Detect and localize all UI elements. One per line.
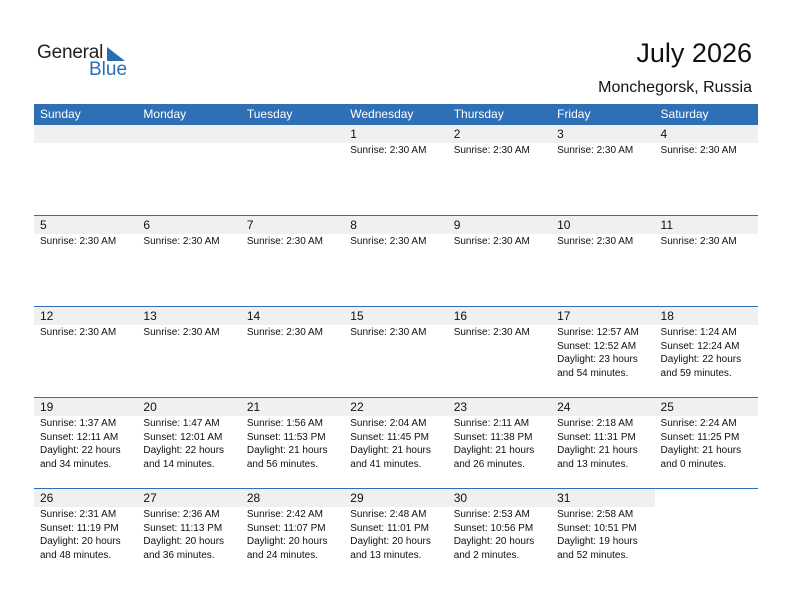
calendar-day-cell — [344, 398, 447, 488]
weekday-header: Friday — [557, 107, 591, 121]
day-number: 15 — [344, 307, 447, 325]
day-number: 4 — [655, 125, 758, 143]
weekday-header: Sunday — [40, 107, 81, 121]
day-number — [34, 125, 137, 143]
sun-info-line: Sunrise: 1:47 AM — [143, 418, 220, 429]
sun-info-line: Sunrise: 2:30 AM — [660, 145, 737, 156]
sun-info-line: Sunrise: 2:30 AM — [557, 236, 634, 247]
day-number: 12 — [34, 307, 137, 325]
sun-info-line: and 13 minutes. — [350, 549, 422, 561]
sun-info-line: Sunset: 11:01 PM — [350, 522, 430, 534]
sun-info-line: Sunset: 12:11 AM — [40, 431, 119, 443]
page-title: July 2026 — [636, 38, 752, 68]
sun-info-line: Sunrise: 2:24 AM — [660, 418, 737, 429]
brand-logo — [37, 42, 137, 82]
day-sun-info — [655, 325, 758, 380]
logo-text-blue: Blue — [89, 59, 128, 80]
sun-info-line: Sunrise: 1:24 AM — [660, 327, 737, 338]
day-sun-info — [241, 325, 344, 340]
sun-info-line: Sunset: 11:25 PM — [660, 431, 740, 443]
day-number: 18 — [655, 307, 758, 325]
sun-info-line: and 26 minutes. — [453, 458, 525, 470]
day-sun-info — [551, 143, 654, 158]
sun-info-line: Daylight: 21 hours — [350, 445, 431, 456]
day-sun-info — [34, 507, 137, 562]
day-sun-info — [448, 325, 551, 340]
weekday-header: Thursday — [453, 107, 504, 121]
sun-info-line: Daylight: 22 hours — [143, 445, 225, 456]
sun-info-line: and 52 minutes. — [557, 549, 629, 561]
sun-info-line: Sunrise: 2:30 AM — [350, 145, 427, 156]
day-sun-info — [137, 416, 240, 471]
sun-info-line: Sunrise: 2:30 AM — [350, 327, 427, 338]
sun-info-line: Sunrise: 2:48 AM — [350, 509, 427, 520]
day-number: 3 — [551, 125, 654, 143]
calendar-day-cell — [448, 216, 551, 306]
sun-info-line: Sunrise: 2:30 AM — [453, 145, 530, 156]
sun-info-line: Daylight: 20 hours — [453, 536, 535, 547]
sun-info-line: Sunrise: 2:30 AM — [453, 327, 530, 338]
sun-info-line: and 13 minutes. — [557, 458, 629, 470]
day-sun-info — [448, 234, 551, 249]
sun-info-line: Sunrise: 2:30 AM — [453, 236, 530, 247]
sun-info-line: Daylight: 22 hours — [40, 445, 121, 456]
sun-info-line: and 34 minutes. — [40, 458, 112, 470]
sun-info-line: and 54 minutes. — [557, 367, 629, 379]
day-number: 24 — [551, 398, 654, 416]
day-sun-info — [551, 507, 654, 562]
sun-info-line: and 59 minutes. — [660, 367, 732, 379]
day-number: 2 — [448, 125, 551, 143]
day-sun-info — [34, 234, 137, 249]
sun-info-line: and 2 minutes. — [453, 549, 520, 561]
sun-info-line: Sunrise: 2:18 AM — [557, 418, 634, 429]
sun-info-line: Sunset: 10:51 PM — [557, 522, 637, 534]
day-number: 13 — [137, 307, 240, 325]
calendar-day-cell — [241, 489, 344, 579]
day-sun-info — [344, 416, 447, 471]
calendar-day-cell — [655, 216, 758, 306]
sun-info-line: Daylight: 21 hours — [453, 445, 535, 456]
day-number: 20 — [137, 398, 240, 416]
sun-info-line: and 24 minutes. — [246, 549, 319, 561]
sun-info-line: Sunrise: 2:30 AM — [40, 236, 117, 247]
day-number: 26 — [34, 489, 137, 507]
day-sun-info — [448, 507, 551, 562]
day-sun-info — [344, 325, 447, 340]
sun-info-line: Sunset: 11:53 PM — [246, 431, 326, 443]
day-number: 6 — [137, 216, 240, 234]
day-sun-info — [655, 234, 758, 249]
day-sun-info — [241, 234, 344, 249]
calendar-weeks — [34, 125, 758, 579]
day-sun-info — [344, 507, 447, 562]
sun-info-line: Sunset: 12:01 AM — [143, 431, 223, 443]
calendar-day-cell — [655, 398, 758, 488]
calendar-day-cell — [34, 125, 137, 215]
weekday-header: Tuesday — [246, 107, 293, 121]
calendar-day-cell — [655, 125, 758, 215]
sun-info-line: Sunrise: 2:30 AM — [557, 145, 634, 156]
sun-info-line: and 41 minutes. — [350, 458, 422, 470]
day-number: 7 — [241, 216, 344, 234]
sun-info-line: Sunset: 11:19 PM — [40, 522, 119, 534]
day-number: 30 — [448, 489, 551, 507]
day-number: 17 — [551, 307, 654, 325]
calendar-day-cell — [137, 398, 240, 488]
day-number: 8 — [344, 216, 447, 234]
sun-info-line: Sunset: 12:52 AM — [557, 340, 637, 352]
sun-info-line: Sunrise: 2:11 AM — [453, 418, 530, 429]
sun-info-line: and 14 minutes. — [143, 458, 215, 470]
day-number: 5 — [34, 216, 137, 234]
calendar-day-cell — [344, 216, 447, 306]
day-sun-info — [551, 234, 654, 249]
sun-info-line: Sunrise: 1:37 AM — [40, 418, 117, 429]
day-number: 21 — [241, 398, 344, 416]
location-label: Monchegorsk, Russia — [598, 79, 752, 96]
day-number: 14 — [241, 307, 344, 325]
day-sun-info — [241, 143, 344, 144]
day-number: 31 — [551, 489, 654, 507]
sun-info-line: Sunrise: 12:57 AM — [557, 327, 639, 338]
calendar-day-cell — [34, 398, 137, 488]
calendar-day-cell — [448, 398, 551, 488]
calendar-day-cell — [34, 216, 137, 306]
sun-info-line: and 56 minutes. — [246, 458, 319, 470]
calendar-day-cell — [34, 307, 137, 397]
day-number — [241, 125, 344, 143]
day-sun-info — [241, 507, 344, 562]
weekday-header-row — [34, 104, 758, 125]
sun-info-line: Sunrise: 2:30 AM — [143, 236, 220, 247]
day-number: 16 — [448, 307, 551, 325]
sun-info-line: Sunrise: 2:04 AM — [350, 418, 427, 429]
day-sun-info — [137, 507, 240, 562]
calendar-day-cell — [448, 125, 551, 215]
day-sun-info — [655, 507, 758, 508]
sun-info-line: and 48 minutes. — [40, 549, 112, 561]
day-sun-info — [655, 416, 758, 471]
sun-info-line: Daylight: 19 hours — [557, 536, 638, 547]
sun-info-line: Daylight: 20 hours — [350, 536, 431, 547]
calendar-day-cell — [551, 489, 654, 579]
day-sun-info — [344, 234, 447, 249]
day-sun-info — [241, 416, 344, 471]
day-number: 23 — [448, 398, 551, 416]
calendar-day-cell — [448, 489, 551, 579]
calendar-day-cell — [551, 307, 654, 397]
weekday-header: Wednesday — [350, 107, 414, 121]
calendar-week-row — [34, 125, 758, 215]
sun-info-line: and 0 minutes. — [660, 458, 727, 470]
sun-info-line: Sunrise: 2:30 AM — [40, 327, 117, 338]
day-sun-info — [551, 416, 654, 471]
calendar-day-cell — [551, 125, 654, 215]
day-sun-info — [448, 416, 551, 471]
sun-info-line: Sunrise: 2:30 AM — [350, 236, 427, 247]
sun-info-line: Daylight: 21 hours — [557, 445, 638, 456]
calendar-day-cell — [655, 489, 758, 579]
sun-info-line: Daylight: 21 hours — [246, 445, 328, 456]
calendar-day-cell — [344, 489, 447, 579]
calendar-day-cell — [448, 307, 551, 397]
day-number: 11 — [655, 216, 758, 234]
sun-info-line: Daylight: 20 hours — [40, 536, 121, 547]
calendar-day-cell — [241, 307, 344, 397]
calendar-grid — [34, 104, 758, 579]
sun-info-line: Sunset: 11:45 PM — [350, 431, 430, 443]
day-number — [137, 125, 240, 143]
day-number: 25 — [655, 398, 758, 416]
calendar-day-cell — [241, 125, 344, 215]
day-number: 9 — [448, 216, 551, 234]
sun-info-line: Sunrise: 2:42 AM — [246, 509, 323, 520]
calendar-week-row — [34, 306, 758, 397]
sun-info-line: Sunset: 12:24 AM — [660, 340, 740, 352]
day-number: 1 — [344, 125, 447, 143]
day-number: 28 — [241, 489, 344, 507]
calendar-day-cell — [655, 307, 758, 397]
calendar-day-cell — [137, 489, 240, 579]
day-sun-info — [137, 325, 240, 340]
day-number: 19 — [34, 398, 137, 416]
sun-info-line: Daylight: 20 hours — [246, 536, 328, 547]
day-number: 29 — [344, 489, 447, 507]
calendar-day-cell — [137, 216, 240, 306]
day-number: 27 — [137, 489, 240, 507]
sun-info-line: Sunrise: 2:36 AM — [143, 509, 220, 520]
day-number — [655, 489, 758, 507]
day-sun-info — [34, 416, 137, 471]
sun-info-line: Sunset: 11:13 PM — [143, 522, 223, 534]
sun-info-line: Sunset: 11:31 PM — [557, 431, 636, 443]
weekday-header: Monday — [143, 107, 187, 121]
calendar-day-cell — [34, 489, 137, 579]
weekday-header: Saturday — [660, 107, 709, 121]
sun-info-line: Sunrise: 2:53 AM — [453, 509, 530, 520]
calendar-day-cell — [241, 398, 344, 488]
calendar-day-cell — [137, 307, 240, 397]
sun-info-line: Sunrise: 1:56 AM — [246, 418, 323, 429]
calendar-day-cell — [344, 125, 447, 215]
calendar-day-cell — [551, 398, 654, 488]
sun-info-line: Daylight: 23 hours — [557, 354, 638, 365]
calendar-week-row — [34, 488, 758, 579]
day-number: 22 — [344, 398, 447, 416]
day-sun-info — [34, 325, 137, 340]
sun-info-line: Sunrise: 2:31 AM — [40, 509, 117, 520]
sun-info-line: Sunrise: 2:30 AM — [246, 327, 323, 338]
sun-info-line: Daylight: 20 hours — [143, 536, 225, 547]
sun-info-line: Sunset: 11:38 PM — [453, 431, 533, 443]
calendar-day-cell — [241, 216, 344, 306]
sun-info-line: and 36 minutes. — [143, 549, 215, 561]
day-number: 10 — [551, 216, 654, 234]
day-sun-info — [655, 143, 758, 158]
calendar-day-cell — [551, 216, 654, 306]
day-sun-info — [34, 143, 137, 144]
calendar-week-row — [34, 215, 758, 306]
sun-info-line: Daylight: 22 hours — [660, 354, 742, 365]
sun-info-line: Daylight: 21 hours — [660, 445, 742, 456]
day-sun-info — [551, 325, 654, 380]
day-sun-info — [448, 143, 551, 158]
day-sun-info — [137, 143, 240, 144]
sun-info-line: Sunrise: 2:30 AM — [246, 236, 323, 247]
calendar-day-cell — [137, 125, 240, 215]
logo-text-general: General — [37, 42, 104, 63]
sun-info-line: Sunrise: 2:58 AM — [557, 509, 634, 520]
calendar-day-cell — [344, 307, 447, 397]
calendar-week-row — [34, 397, 758, 488]
sun-info-line: Sunset: 10:56 PM — [453, 522, 534, 534]
sun-info-line: Sunrise: 2:30 AM — [660, 236, 737, 247]
sun-info-line: Sunset: 11:07 PM — [246, 522, 326, 534]
day-sun-info — [344, 143, 447, 158]
day-sun-info — [137, 234, 240, 249]
sun-info-line: Sunrise: 2:30 AM — [143, 327, 220, 338]
